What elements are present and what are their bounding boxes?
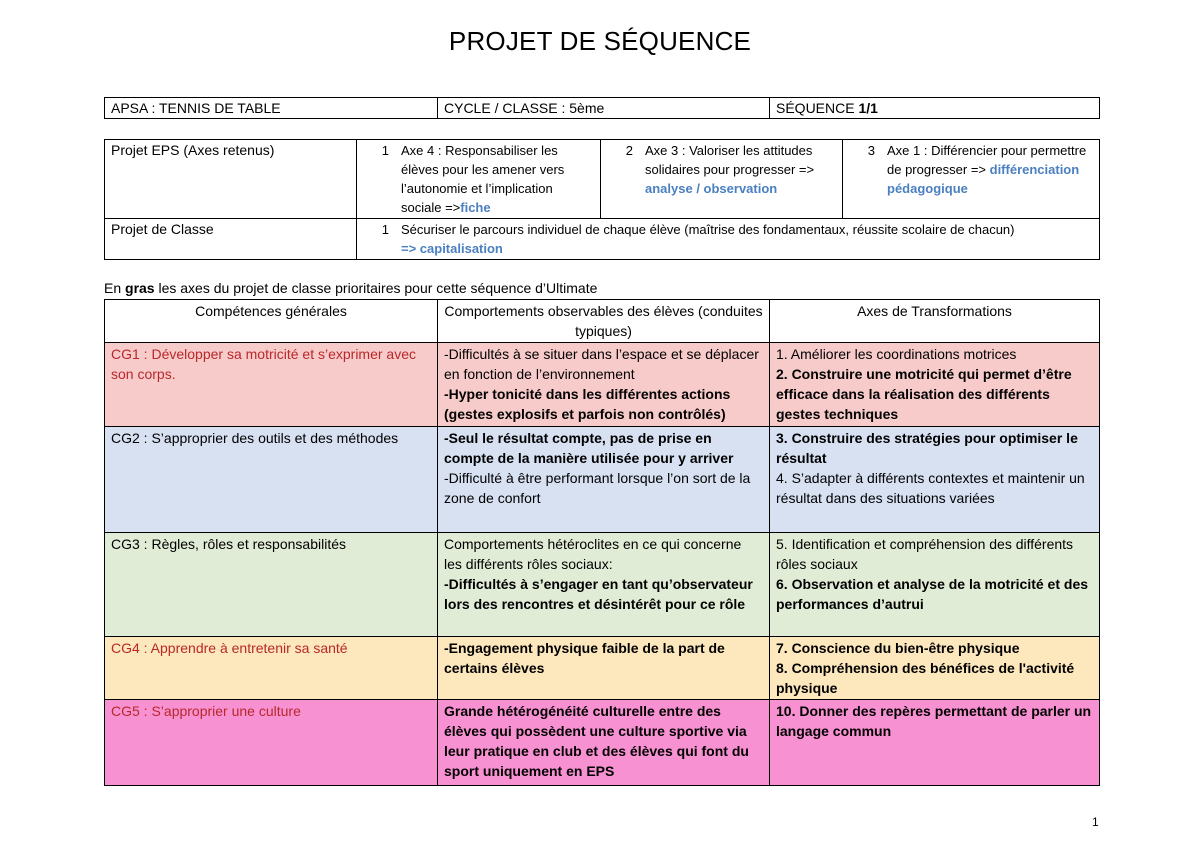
axe-bold: 6. Observation et analyse de la motricité et des performances d’autrui xyxy=(776,576,1089,612)
header-competences: Compétences générales xyxy=(105,300,438,343)
axe-normal: 5. Identification et compréhension des différents rôles sociaux xyxy=(776,536,1074,572)
comportement-normal: -Difficultés à se situer dans l’espace et se déplacer en fonction de l’environnement xyxy=(444,346,759,382)
table-row-cg2 xyxy=(105,427,1100,533)
apsa-cell: APSA : TENNIS DE TABLE xyxy=(105,98,438,119)
sequence-cell xyxy=(770,98,1100,119)
projet-eps-label: Projet EPS (Axes retenus) xyxy=(105,140,357,219)
comportement-bold: -Seul le résultat compte, pas de prise en compte de la manière utilisée pour y arriver xyxy=(444,430,734,466)
axe-bold: 7. Conscience du bien-être physique xyxy=(776,640,1020,656)
axe-transfo-cell xyxy=(770,637,1100,700)
axe-highlight: analyse / observation xyxy=(645,181,778,196)
comportement-bold: -Hyper tonicité dans les différentes actions (gestes explosifs et parfois non contrôlés) xyxy=(444,386,731,422)
axe-transfo-cell xyxy=(770,427,1100,533)
axe-bold: 3. Construire des stratégies pour optimiser le résultat xyxy=(776,430,1078,466)
classe-highlight: => capitalisation xyxy=(401,241,503,256)
axe-transfo-cell xyxy=(770,533,1100,637)
axe-bold: 2. Construire une motricité qui permet d’être efficace dans la réalisation des différents gestes techniques xyxy=(776,366,1072,422)
table-row-cg3 xyxy=(105,533,1100,637)
sequence-value: 1/1 xyxy=(858,100,878,116)
page-title: PROJET DE SÉQUENCE xyxy=(448,26,752,56)
header-table xyxy=(104,97,1100,119)
competences-table xyxy=(104,299,1100,786)
table-row-cg5 xyxy=(105,700,1100,786)
axe-cell-3 xyxy=(843,140,1100,219)
axe-cell-1 xyxy=(357,140,601,219)
projets-table xyxy=(104,139,1100,260)
classe-number: 1 xyxy=(381,222,389,237)
axe-cell-2 xyxy=(601,140,843,219)
bold-note xyxy=(104,280,597,296)
comportement-bold: Grande hétérogénéité culturelle entre des élèves qui possèdent une culture sportive via leur pratique en club et des élèves qui font du sport uniquement en EPS xyxy=(444,703,749,779)
note-bold: gras xyxy=(125,280,155,296)
comportement-cell xyxy=(438,637,770,700)
comportement-cell xyxy=(438,427,770,533)
cg-cell: CG2 : S’approprier des outils et des méthodes xyxy=(105,427,438,533)
axe-normal: 4. S’adapter à différents contextes et maintenir un résultat dans des situations variées xyxy=(776,470,1085,506)
table-row-cg4 xyxy=(105,637,1100,700)
note-part2: les axes du projet de classe prioritaires pour cette séquence d’Ultimate xyxy=(154,280,598,296)
axe-text: Axe 3 : Valoriser les attitudes solidaires pour progresser => xyxy=(645,143,815,177)
header-axes: Axes de Transformations xyxy=(770,300,1100,343)
axe-highlight: fiche xyxy=(460,200,491,215)
axe-number: 2 xyxy=(625,143,633,158)
table-row-cg1 xyxy=(105,343,1100,427)
comportement-cell xyxy=(438,343,770,427)
classe-text: Sécuriser le parcours individuel de chaque élève (maîtrise des fondamentaux, réussite scolaire de chacun) xyxy=(401,222,1015,237)
page-number: 1 xyxy=(1092,815,1099,829)
cycle-cell: CYCLE / CLASSE : 5ème xyxy=(438,98,770,119)
cg-cell: CG4 : Apprendre à entretenir sa santé xyxy=(105,637,438,700)
axe-highlight: différenciation pédagogique xyxy=(887,162,1080,196)
comportement-bold: -Engagement physique faible de la part de certains élèves xyxy=(444,640,725,676)
axe-text: Axe 4 : Responsabiliser les élèves pour les amener vers l’autonomie et l’implication sociale => xyxy=(401,143,565,215)
comportement-bold: -Difficultés à s’engager en tant qu’observateur lors des rencontres et désintérêt pour ce rôle xyxy=(444,576,753,612)
header-comportements: Comportements observables des élèves (conduites typiques) xyxy=(438,300,770,343)
axe-transfo-cell xyxy=(770,343,1100,427)
cg-cell: CG5 : S’approprier une culture xyxy=(105,700,438,786)
axe-number: 1 xyxy=(381,143,389,158)
axe-transfo-cell xyxy=(770,700,1100,786)
axe-normal: 1. Améliorer les coordinations motrices xyxy=(776,346,1017,362)
sequence-label: SÉQUENCE xyxy=(776,100,859,116)
note-part1: En xyxy=(104,280,126,296)
cg-cell: CG3 : Règles, rôles et responsabilités xyxy=(105,533,438,637)
comportement-normal: Comportements hétéroclites en ce qui concerne les différents rôles sociaux: xyxy=(444,536,742,572)
cg-cell: CG1 : Développer sa motricité et s’exprimer avec son corps. xyxy=(105,343,438,427)
comportement-cell xyxy=(438,533,770,637)
projet-classe-label: Projet de Classe xyxy=(105,219,357,260)
axe-text: Axe 1 : Différencier pour permettre de progresser => xyxy=(887,143,1087,177)
comportement-normal: -Difficulté à être performant lorsque l’on sort de la zone de confort xyxy=(444,470,751,506)
comportement-cell xyxy=(438,700,770,786)
projet-classe-cell xyxy=(357,219,1100,260)
axe-bold-2: 8. Compréhension des bénéfices de l'activité physique xyxy=(776,660,1075,696)
axe-bold: 10. Donner des repères permettant de parler un langage commun xyxy=(776,703,1092,739)
axe-number: 3 xyxy=(867,143,875,158)
